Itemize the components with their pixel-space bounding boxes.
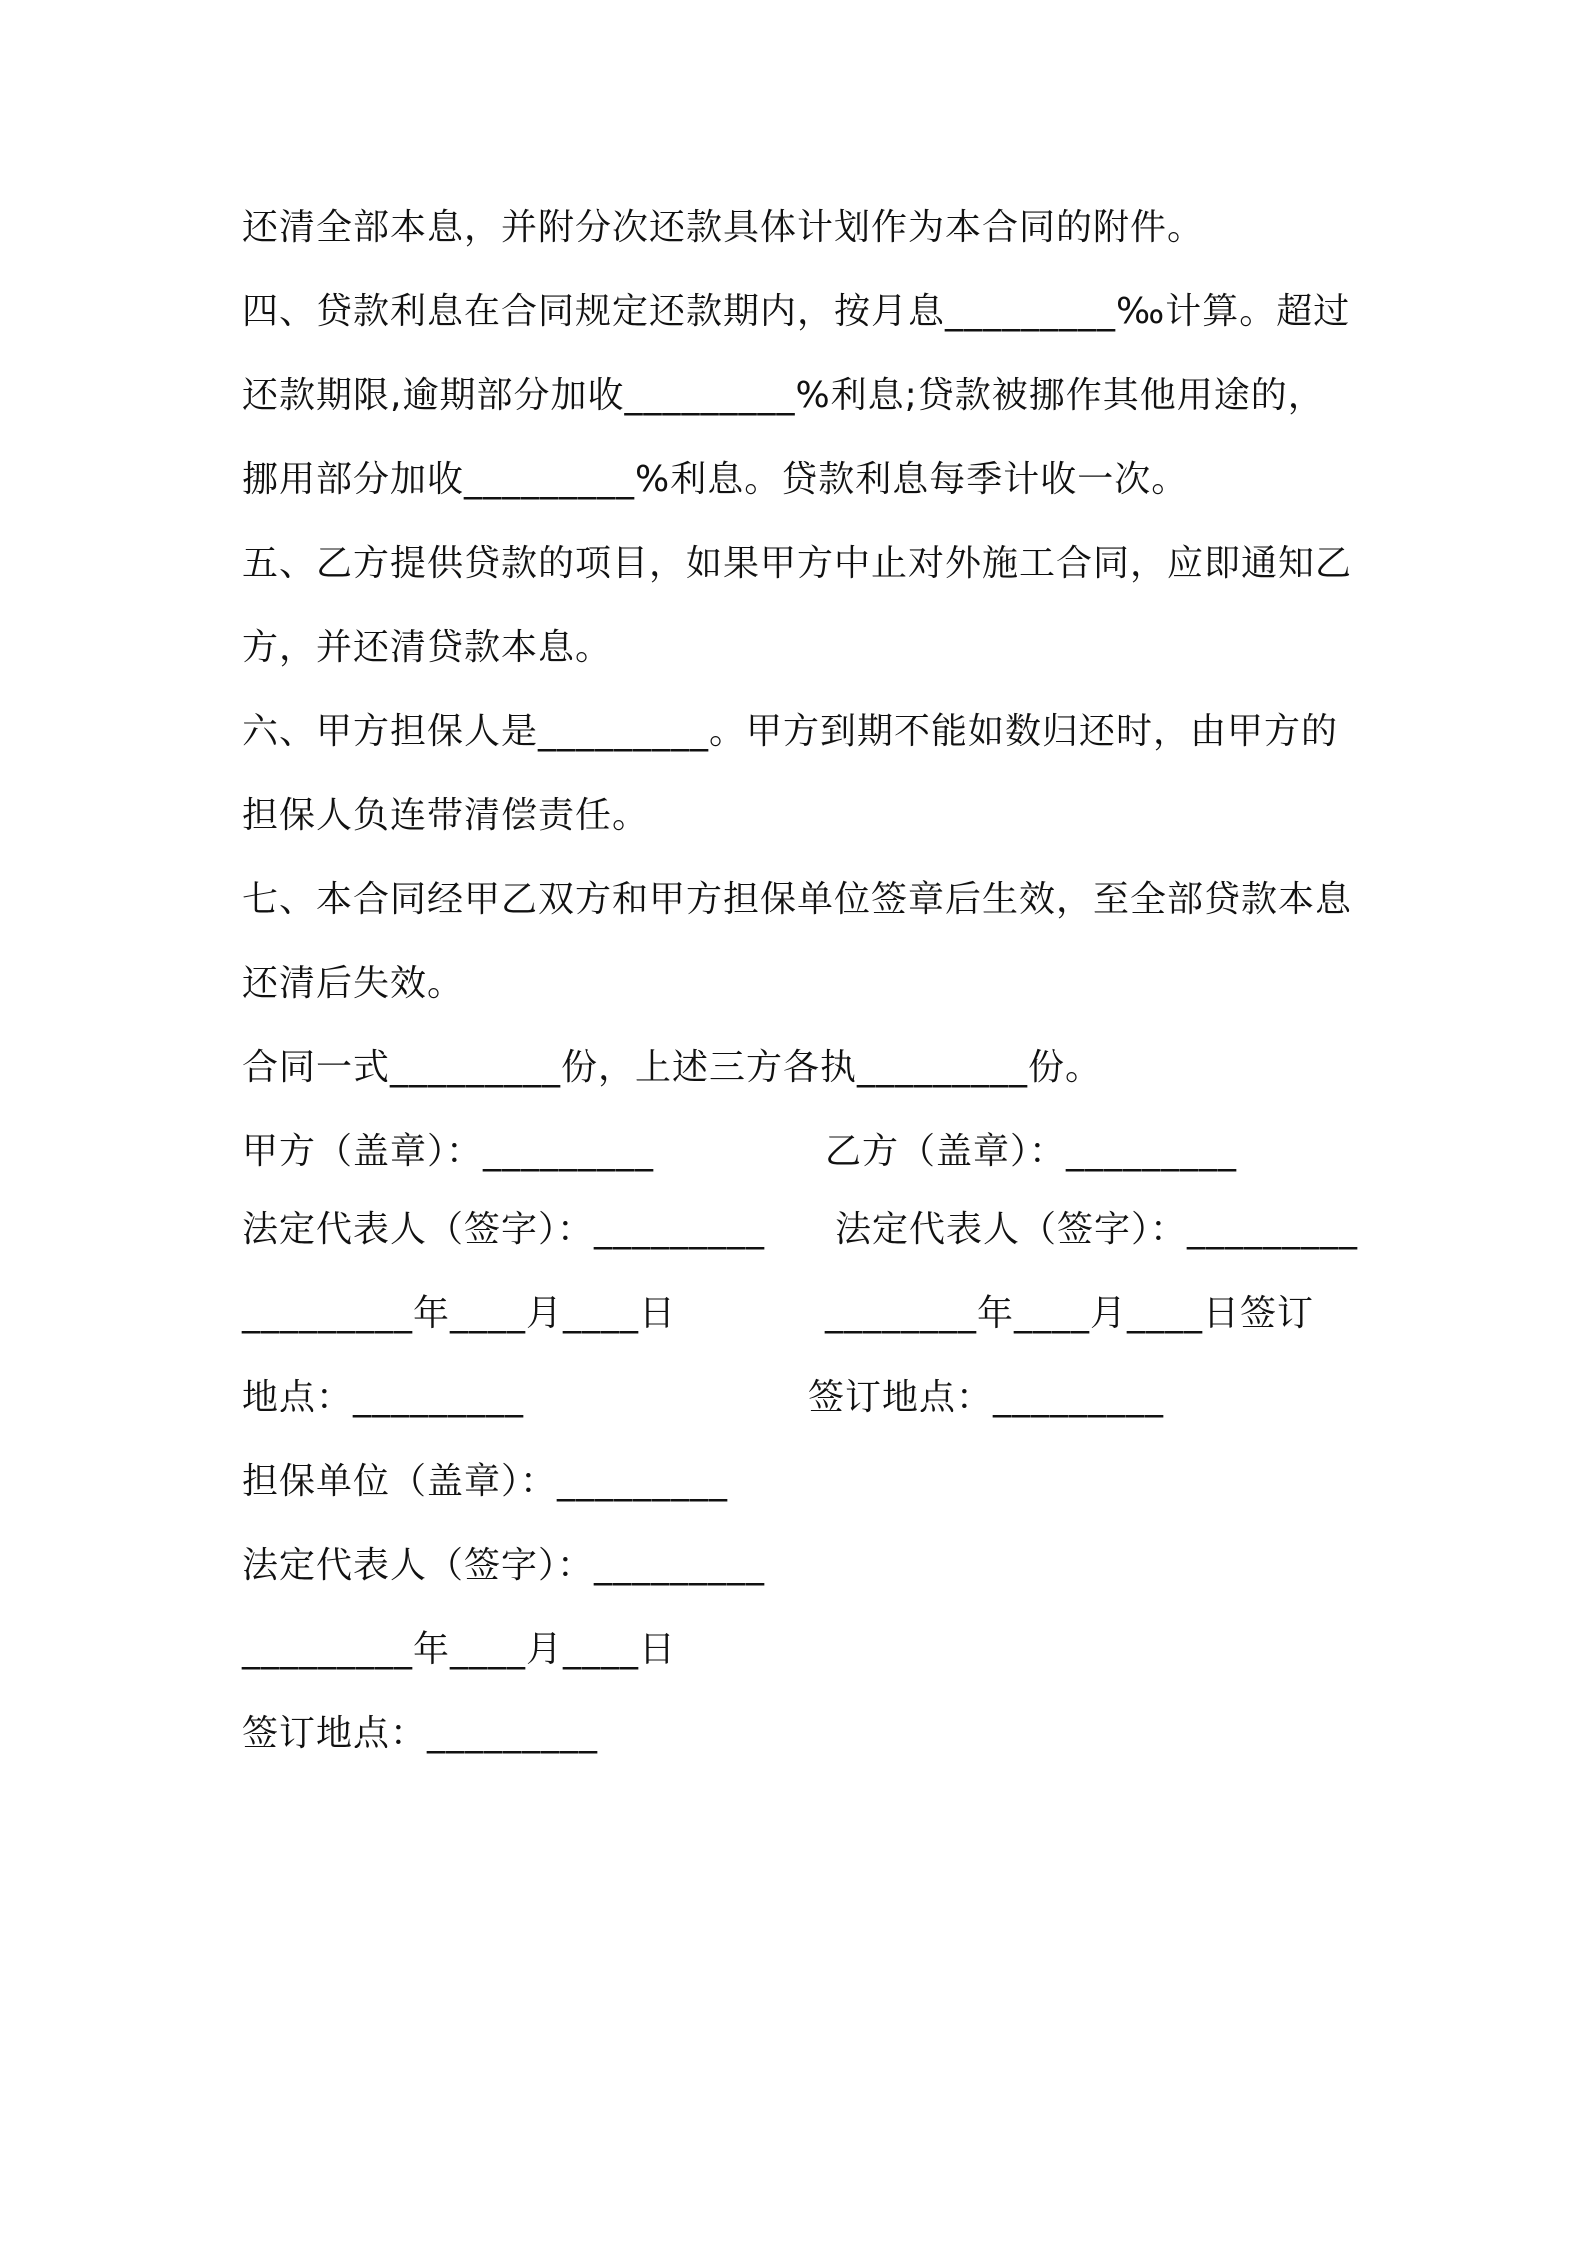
party-a-place: 地点：_________	[242, 1377, 525, 1418]
paragraph-3-continuation: 还清全部本息，并附分次还款具体计划作为本合同的附件。	[242, 207, 1205, 248]
paragraph-6-line-1: 六、甲方担保人是_________。甲方到期不能如数归还时，由甲方的	[242, 711, 1339, 752]
paragraph-7-line-1: 七、本合同经甲乙双方和甲方担保单位签章后生效，至全部贷款本息	[242, 879, 1353, 920]
party-b-seal: 乙方（盖章）：_________	[825, 1131, 1238, 1172]
paragraph-5-line-2: 方，并还清贷款本息。	[242, 627, 613, 668]
paragraph-4-line-1: 四、贷款利息在合同规定还款期内，按月息_________‰计算。超过	[242, 291, 1351, 332]
paragraph-6-line-2: 担保人负连带清偿责任。	[242, 795, 650, 836]
party-a-date: _________年____月____日	[242, 1293, 676, 1334]
copies-clause: 合同一式_________份，上述三方各执_________份。	[242, 1047, 1103, 1088]
party-a-seal: 甲方（盖章）：_________	[242, 1131, 655, 1172]
party-b-date: ________年____月____日签订	[825, 1293, 1315, 1334]
party-a-representative: 法定代表人（签字）：_________	[242, 1209, 766, 1250]
paragraph-4-line-3: 挪用部分加收_________%利息。贷款利息每季计收一次。	[242, 459, 1189, 500]
guarantor-representative: 法定代表人（签字）：_________	[242, 1545, 766, 1586]
guarantor-place: 签订地点：_________	[242, 1713, 599, 1754]
paragraph-7-line-2: 还清后失效。	[242, 963, 465, 1004]
paragraph-5-line-1: 五、乙方提供贷款的项目，如果甲方中止对外施工合同，应即通知乙	[242, 543, 1353, 584]
guarantor-seal: 担保单位（盖章）：_________	[242, 1461, 729, 1502]
party-b-place: 签订地点：_________	[808, 1377, 1165, 1418]
paragraph-4-line-2: 还款期限,逾期部分加收_________%利息;贷款被挪作其他用途的，	[242, 375, 1325, 416]
party-b-representative: 法定代表人（签字）：_________	[835, 1209, 1359, 1250]
guarantor-date: _________年____月____日	[242, 1629, 676, 1670]
